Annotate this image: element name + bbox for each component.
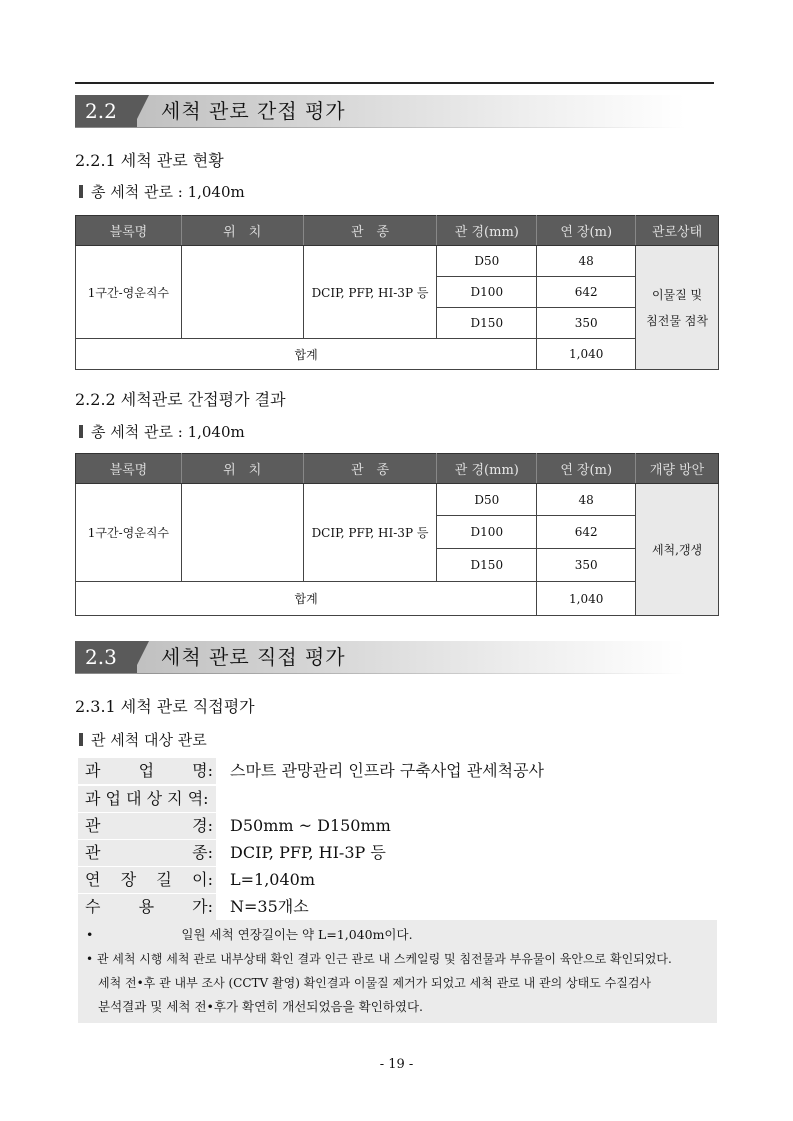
section-header-2-2 <box>75 95 685 127</box>
length-cell: 350 <box>537 308 636 339</box>
diameter-cell: D100 <box>437 277 537 308</box>
table-header-row <box>76 454 719 484</box>
col-header-pipe-type: 관 종 <box>303 216 437 246</box>
status-cell <box>636 246 719 370</box>
section-title: 세척 관로 간접 평가 <box>161 99 346 123</box>
length-cell: 642 <box>537 277 636 308</box>
location-cell <box>181 484 303 582</box>
top-rule <box>75 82 714 84</box>
info-value-length: L=1,040m <box>230 870 316 889</box>
status-line: 이물질 및 <box>651 287 703 302</box>
total-row <box>76 582 719 616</box>
bullet-text: 총 세척 관로 : 1,040m <box>91 183 245 201</box>
total-value: 1,040 <box>537 582 636 616</box>
section-number: 2.2 <box>75 95 137 127</box>
total-value: 1,040 <box>537 339 636 370</box>
notes-box <box>78 920 717 1023</box>
section-title: 세척 관로 직접 평가 <box>161 645 346 669</box>
bullet-total-length-2 <box>79 421 245 442</box>
length-cell: 48 <box>537 484 636 516</box>
col-header-length: 연 장(m) <box>537 216 636 246</box>
subsection-title-2-3-1: 2.3.1 세척 관로 직접평가 <box>75 697 255 716</box>
diameter-cell: D100 <box>437 516 537 549</box>
info-label: 관 경: <box>85 816 213 835</box>
info-label: 연 장 길 이: <box>85 870 213 889</box>
location-cell <box>181 246 303 339</box>
subsection-title-2-2-2: 2.2.2 세척관로 간접평가 결과 <box>75 390 286 409</box>
diameter-cell: D150 <box>437 308 537 339</box>
block-cell: 1구간-영운직수 <box>76 484 182 582</box>
info-value-demand: N=35개소 <box>230 897 309 916</box>
diameter-cell: D150 <box>437 549 537 582</box>
bullet-total-length-1 <box>79 181 245 202</box>
section-header-2-3 <box>75 641 685 673</box>
status-line: 침전물 점착 <box>646 313 708 328</box>
col-header-location: 위 치 <box>181 454 303 484</box>
improvement-cell: 세척,갱생 <box>636 484 719 616</box>
info-value-project: 스마트 관망관리 인프라 구축사업 관세척공사 <box>230 761 545 780</box>
length-cell: 642 <box>537 516 636 549</box>
table-row <box>76 484 719 516</box>
info-label: 과 업 명: <box>85 761 213 780</box>
note-line: 분석결과 및 세척 전•후가 확연히 개선되었음을 확인하였다. <box>98 999 423 1014</box>
diameter-cell: D50 <box>437 246 537 277</box>
table-header-row <box>76 216 719 246</box>
bullet-text: 총 세척 관로 : 1,040m <box>91 423 245 441</box>
total-label: 합계 <box>76 582 537 616</box>
col-header-location: 위 치 <box>181 216 303 246</box>
page-number: - 19 - <box>379 1057 414 1072</box>
length-cell: 48 <box>537 246 636 277</box>
total-label: 합계 <box>76 339 537 370</box>
indirect-evaluation-table <box>75 453 719 616</box>
info-label: 관 종: <box>85 843 213 862</box>
subsection-title-2-2-1: 2.2.1 세척 관로 현황 <box>75 151 224 170</box>
col-header-block: 블록명 <box>76 454 182 484</box>
col-header-block: 블록명 <box>76 216 182 246</box>
note-line: 세척 전•후 관 내부 조사 (CCTV 촬영) 확인결과 이물질 제거가 되었고 세척 관로 내 관의 상태도 수질검사 <box>98 976 652 990</box>
note-line: • 관 세척 시행 세척 관로 내부상태 확인 결과 인근 관로 내 스케일링 및 침전물과 부유물이 육안으로 확인되었다. <box>86 952 672 966</box>
info-label: 과 업 대 상 지 역: <box>85 789 209 808</box>
pipe-type-cell: DCIP, PFP, HI-3P 등 <box>303 246 437 339</box>
col-header-status: 관로상태 <box>636 216 719 246</box>
col-header-improvement: 개량 방안 <box>636 454 719 484</box>
length-cell: 350 <box>537 549 636 582</box>
col-header-pipe-type: 관 종 <box>303 454 437 484</box>
bullet-target-pipes <box>79 729 207 750</box>
col-header-diameter: 관 경(mm) <box>437 216 537 246</box>
block-cell: 1구간-영운직수 <box>76 246 182 339</box>
col-header-length: 연 장(m) <box>537 454 636 484</box>
info-value-pipe-type: DCIP, PFP, HI-3P 등 <box>230 843 386 862</box>
pipe-status-table <box>75 215 719 370</box>
total-row <box>76 339 719 370</box>
info-value-diameter: D50mm ~ D150mm <box>230 816 391 835</box>
pipe-type-cell: DCIP, PFP, HI-3P 등 <box>303 484 437 582</box>
bullet-text: 관 세척 대상 관로 <box>91 731 207 749</box>
col-header-diameter: 관 경(mm) <box>437 454 537 484</box>
info-label: 수 용 가: <box>85 897 213 916</box>
diameter-cell: D50 <box>437 484 537 516</box>
section-number: 2.3 <box>75 641 137 673</box>
table-row <box>76 246 719 277</box>
note-line: • 일원 세척 연장길이는 약 L=1,040m이다. <box>86 927 413 942</box>
